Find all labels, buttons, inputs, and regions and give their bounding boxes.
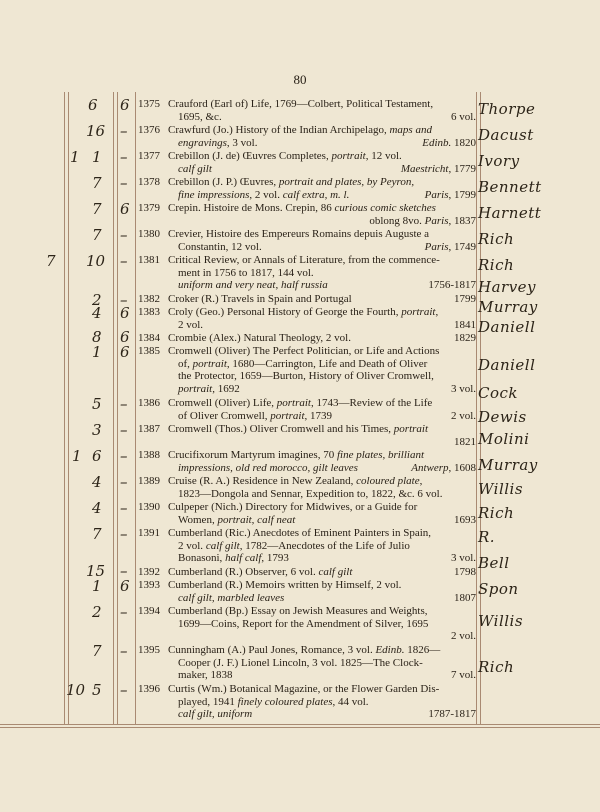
buyer-name: Harnett xyxy=(478,204,542,222)
price-pence: – xyxy=(120,681,128,699)
price-shillings: 4 xyxy=(92,304,102,322)
lot-number: 1389 xyxy=(138,475,160,487)
column-rule xyxy=(476,92,477,724)
catalogue-entry: 1379 Crepin. Histoire de Mons. Crepin, 86 curious comic sketches oblong 8vo. Paris, 1837 xyxy=(138,202,476,227)
price-pence: 6 xyxy=(120,343,130,361)
column-rule xyxy=(68,92,69,724)
lot-number: 1387 xyxy=(138,423,160,435)
buyer-name: Cock xyxy=(478,384,518,402)
catalogue-entry: 1382 Croker (R.) Travels in Spain and Portugal 1799 xyxy=(138,293,476,305)
column-rule xyxy=(117,92,118,724)
price-pence: – xyxy=(120,642,128,660)
lot-number: 1376 xyxy=(138,124,160,136)
catalogue-entry: 1396 Curtis (Wm.) Botanical Magazine, or the Flower Garden Dis- played, 1941 finely coloured plates, 44 vol. calf gilt, uniform 1787-1817 xyxy=(138,683,476,721)
column-rule xyxy=(113,92,114,724)
catalogue-entry: 1393 Cumberland (R.) Memoirs written by Himself, 2 vol. calf gilt, marbled leaves 1807 xyxy=(138,579,476,604)
price-shillings: 2 xyxy=(92,291,102,309)
catalogue-entry: 1385 Cromwell (Oliver) The Perfect Politician, or Life and Actions of, portrait, 1680—Carrington, Life and Death of Oliver the Protector, 1659—Burton, History of Oliver Cromwell, portrait, 1692 3 vol. xyxy=(138,345,476,395)
price-pence: 6 xyxy=(120,328,130,346)
catalogue-entry: 1376 Crawfurd (Jo.) History of the Indian Archipelago, maps and engravings, 3 vol. Edinb. 1820 xyxy=(138,124,476,149)
lot-number: 1394 xyxy=(138,605,160,617)
price-pence: 6 xyxy=(120,200,130,218)
lot-number: 1392 xyxy=(138,566,160,578)
catalogue-entry: 1387 Cromwell (Thos.) Oliver Cromwell and his Times, portrait 1821 xyxy=(138,423,476,448)
column-rule xyxy=(135,92,136,724)
buyer-name: Rich xyxy=(478,658,515,676)
price-pence: 6 xyxy=(120,577,130,595)
buyer-name: Bell xyxy=(478,554,510,572)
price-pence: – xyxy=(120,473,128,491)
price-pence: – xyxy=(120,148,128,166)
price-pence: – xyxy=(120,252,128,270)
price-shillings: 7 xyxy=(92,525,102,543)
price-pence: – xyxy=(120,122,128,140)
price-shillings: 1 xyxy=(92,148,102,166)
lot-number: 1381 xyxy=(138,254,160,266)
lot-number: 1385 xyxy=(138,345,160,357)
buyer-name: Ivory xyxy=(478,152,520,170)
bottom-rule xyxy=(0,724,600,725)
price-pence: – xyxy=(120,447,128,465)
catalogue-entry: 1392 Cumberland (R.) Observer, 6 vol. calf gilt 1798 xyxy=(138,566,476,578)
price-pence: – xyxy=(120,291,128,309)
price-pounds: 1 xyxy=(72,447,82,465)
buyer-name: Willis xyxy=(478,480,524,498)
page-number: 80 xyxy=(293,72,307,87)
catalogue-entry: 1380 Crevier, Histoire des Empereurs Romains depuis Auguste a Constantin, 12 vol. Paris, 1749 xyxy=(138,228,476,253)
price-shillings: 4 xyxy=(92,499,102,517)
price-pounds: 10 xyxy=(66,681,86,699)
price-pence: 6 xyxy=(120,304,130,322)
buyer-name: Spon xyxy=(478,580,519,598)
catalogue-entry: 1375 Crauford (Earl of) Life, 1769—Colbert, Political Testament, 1695, &c. 6 vol. xyxy=(138,98,476,123)
buyer-name: R. xyxy=(478,528,496,546)
price-pence: – xyxy=(120,226,128,244)
price-shillings: 7 xyxy=(92,226,102,244)
buyer-name: Murray xyxy=(478,456,538,474)
price-pence: – xyxy=(120,174,128,192)
column-rule xyxy=(64,92,65,724)
price-shillings: 7 xyxy=(92,642,102,660)
buyer-name: Rich xyxy=(478,256,515,274)
price-pence: – xyxy=(120,603,128,621)
price-pence: – xyxy=(120,525,128,543)
catalogue-entry: 1377 Crebillon (J. de) Œuvres Completes, portrait, 12 vol. calf gilt Maestricht, 1779 xyxy=(138,150,476,175)
buyer-name: Daniell xyxy=(478,356,536,374)
price-shillings: 1 xyxy=(92,343,102,361)
lot-number: 1386 xyxy=(138,397,160,409)
price-shillings: 3 xyxy=(92,421,102,439)
buyer-name: Daniell xyxy=(478,318,536,336)
lot-number: 1390 xyxy=(138,501,160,513)
price-pounds: 7 xyxy=(46,252,56,270)
price-pence: – xyxy=(120,562,128,580)
catalogue-entry: 1386 Cromwell (Oliver) Life, portrait, 1743—Review of the Life of Oliver Cromwell, portrait, 1739 2 vol. xyxy=(138,397,476,422)
price-shillings: 5 xyxy=(92,395,102,413)
buyer-name: Harvey xyxy=(478,278,537,296)
lot-number: 1384 xyxy=(138,332,160,344)
buyer-name: Rich xyxy=(478,504,515,522)
buyer-name: Murray xyxy=(478,298,538,316)
catalogue-entry: 1394 Cumberland (Bp.) Essay on Jewish Measures and Weights, 1699—Coins, Report for the Amendment of Silver, 1695 2 vol. xyxy=(138,605,476,643)
price-shillings: 7 xyxy=(92,200,102,218)
lot-number: 1393 xyxy=(138,579,160,591)
catalogue-entry: 1381 Critical Review, or Annals of Literature, from the commence- ment in 1756 to 1817, 144 vol. uniform and very neat, half russia 1756-1817 xyxy=(138,254,476,292)
buyer-name: Rich xyxy=(478,230,515,248)
catalogue-entry: 1388 Crucifixorum Martyrum imagines, 70 fine plates, brilliant impressions, old red morocco, gilt leaves Antwerp, 1608 xyxy=(138,449,476,474)
lot-number: 1378 xyxy=(138,176,160,188)
price-shillings: 10 xyxy=(86,252,106,270)
lot-number: 1377 xyxy=(138,150,160,162)
price-shillings: 8 xyxy=(92,328,102,346)
price-shillings: 15 xyxy=(86,562,106,580)
lot-number: 1396 xyxy=(138,683,160,695)
price-pence: – xyxy=(120,395,128,413)
catalogue-entry: 1390 Culpeper (Nich.) Directory for Midwives, or a Guide for Women, portrait, calf neat 1693 xyxy=(138,501,476,526)
lot-number: 1380 xyxy=(138,228,160,240)
catalogue-entry: 1389 Cruise (R. A.) Residence in New Zealand, coloured plate, 1823—Dongola and Sennar, Expedition to, 1822, &c. 6 vol. xyxy=(138,475,443,500)
lot-number: 1391 xyxy=(138,527,160,539)
buyer-name: Dacust xyxy=(478,126,534,144)
price-pence: – xyxy=(120,499,128,517)
catalogue-entry: 1391 Cumberland (Ric.) Anecdotes of Eminent Painters in Spain, 2 vol. calf gilt, 1782—Anecdotes of the Life of Julio Bonasoni, half calf, 1793 3 vol. xyxy=(138,527,476,565)
lot-number: 1379 xyxy=(138,202,160,214)
buyer-name: Bennett xyxy=(478,178,542,196)
lot-number: 1383 xyxy=(138,306,160,318)
price-shillings: 6 xyxy=(88,96,98,114)
catalogue-entry: 1383 Croly (Geo.) Personal History of George the Fourth, portrait, 2 vol. 1841 xyxy=(138,306,476,331)
price-pounds: 1 xyxy=(70,148,80,166)
lot-number: 1375 xyxy=(138,98,160,110)
price-shillings: 16 xyxy=(86,122,106,140)
buyer-name: Molini xyxy=(478,430,530,448)
price-shillings: 1 xyxy=(92,577,102,595)
buyer-name: Dewis xyxy=(478,408,527,426)
price-pence: 6 xyxy=(120,96,130,114)
lot-number: 1382 xyxy=(138,293,160,305)
price-shillings: 5 xyxy=(92,681,102,699)
catalogue-entry: 1378 Crebillon (J. P.) Œuvres, portrait and plates, by Peyron, fine impressions, 2 vol. calf extra, m. l. Paris, 1799 xyxy=(138,176,476,201)
price-shillings: 4 xyxy=(92,473,102,491)
lot-number: 1388 xyxy=(138,449,160,461)
price-shillings: 2 xyxy=(92,603,102,621)
buyer-name: Willis xyxy=(478,612,524,630)
catalogue-entry: 1384 Crombie (Alex.) Natural Theology, 2 vol. 1829 xyxy=(138,332,476,344)
buyer-name: Thorpe xyxy=(478,100,536,118)
catalogue-entry: 1395 Cunningham (A.) Paul Jones, Romance, 3 vol. Edinb. 1826— Cooper (J. F.) Lionel Lincoln, 3 vol. 1825—The Clock- maker, 1838 7 vol. xyxy=(138,644,476,682)
bottom-rule xyxy=(0,727,600,728)
price-pence: – xyxy=(120,421,128,439)
price-shillings: 6 xyxy=(92,447,102,465)
price-shillings: 7 xyxy=(92,174,102,192)
lot-number: 1395 xyxy=(138,644,160,656)
